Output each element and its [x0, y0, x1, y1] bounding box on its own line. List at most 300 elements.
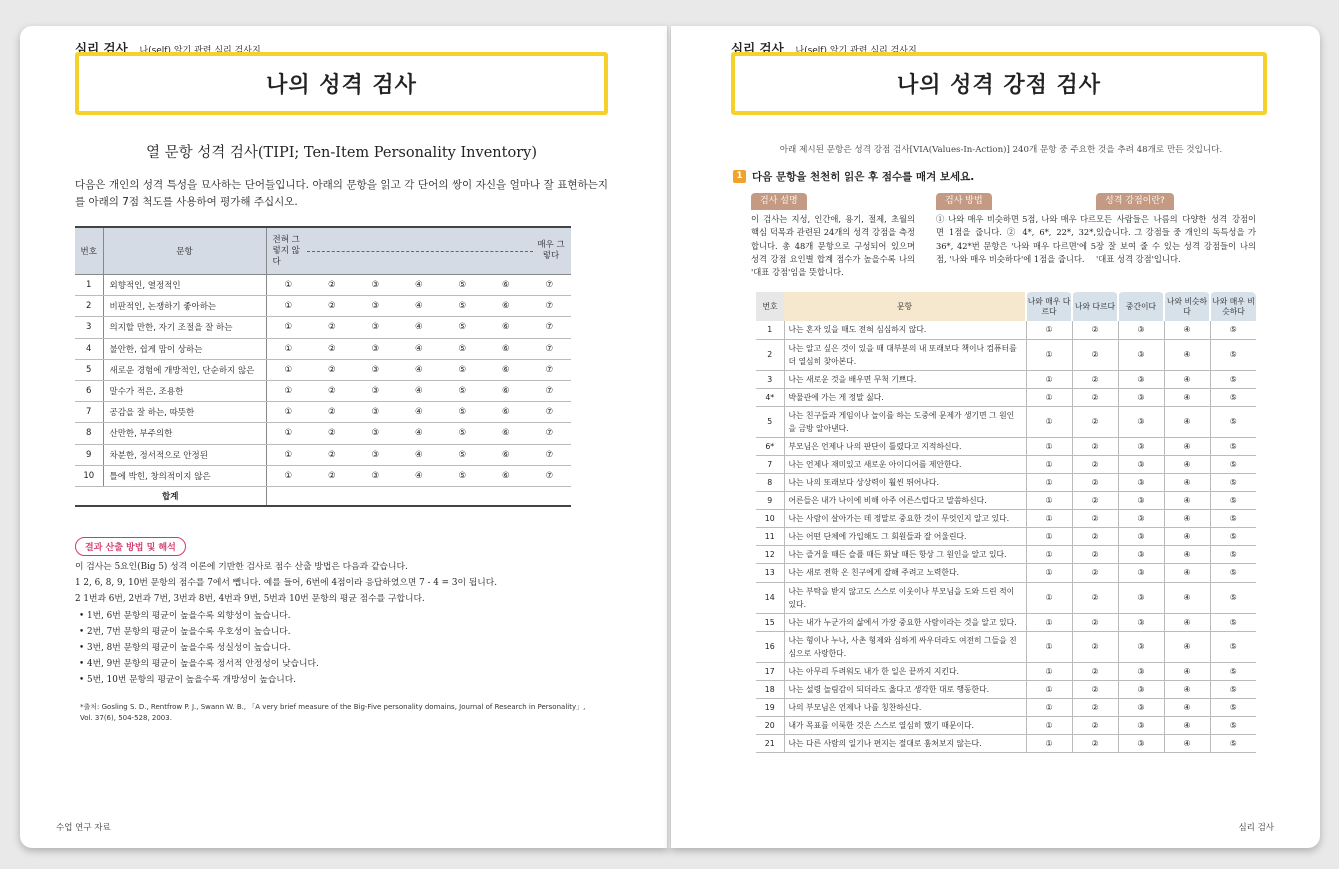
- tipi-subtitle: 열 문항 성격 검사(TIPI; Ten-Item Personality Inventory): [146, 145, 537, 161]
- tipi-option[interactable]: ⑤: [458, 301, 467, 312]
- tipi-option[interactable]: ⑦: [545, 386, 554, 397]
- via-option[interactable]: ①: [1026, 406, 1072, 437]
- via-header-option: 중간이다: [1118, 292, 1164, 321]
- via-row-item: 나는 나의 또래보다 상상력이 훨씬 뛰어나다.: [784, 473, 1026, 491]
- via-row: [756, 406, 1256, 437]
- tipi-option[interactable]: ②: [327, 343, 336, 354]
- via-row-item: 나는 혼자 있을 때도 전혀 심심하지 않다.: [784, 321, 1026, 339]
- info-tag: 검사 설명: [751, 193, 807, 210]
- right-title: 나의 성격 강점 검사: [731, 52, 1267, 115]
- tipi-option[interactable]: ⑤: [458, 407, 467, 418]
- right-category-sub: _ 나(self) 알기 관련 심리 검사지: [788, 46, 917, 56]
- via-option[interactable]: ③: [1118, 613, 1164, 631]
- via-row: [756, 370, 1256, 388]
- tipi-row-num: 4: [75, 338, 103, 359]
- via-row-num: 19: [756, 698, 784, 716]
- via-option[interactable]: ②: [1072, 406, 1118, 437]
- via-option[interactable]: ①: [1026, 388, 1072, 406]
- tipi-option[interactable]: ②: [327, 386, 336, 397]
- via-option[interactable]: ③: [1118, 321, 1164, 339]
- via-option[interactable]: ①: [1026, 339, 1072, 370]
- via-option[interactable]: ③: [1118, 510, 1164, 528]
- via-option[interactable]: ④: [1164, 321, 1210, 339]
- tipi-option[interactable]: ③: [371, 470, 380, 481]
- tipi-option[interactable]: ⑦: [545, 322, 554, 333]
- via-option[interactable]: ③: [1118, 698, 1164, 716]
- via-option[interactable]: ⑤: [1210, 613, 1256, 631]
- tipi-row-options: [266, 359, 571, 380]
- via-row: [756, 698, 1256, 716]
- via-option[interactable]: ②: [1072, 735, 1118, 753]
- via-option[interactable]: ②: [1072, 370, 1118, 388]
- left-footer: 수업 연구 자료: [56, 823, 111, 833]
- tipi-scale-high: 매우 그렇다: [537, 240, 565, 261]
- via-option[interactable]: ①: [1026, 321, 1072, 339]
- via-row: [756, 631, 1256, 662]
- result-line: • 3번, 8번 문항의 평균이 높을수록 성실성이 높습니다.: [79, 643, 291, 654]
- via-row: [756, 473, 1256, 491]
- via-option[interactable]: ②: [1072, 662, 1118, 680]
- instruction: [733, 169, 974, 184]
- tipi-row: [75, 402, 571, 423]
- tipi-option[interactable]: ⑤: [458, 449, 467, 460]
- via-option[interactable]: ①: [1026, 437, 1072, 455]
- via-row-num: 7: [756, 455, 784, 473]
- via-option[interactable]: ③: [1118, 455, 1164, 473]
- via-row-num: 9: [756, 492, 784, 510]
- instruction-number: 1: [733, 170, 746, 183]
- via-option[interactable]: ①: [1026, 528, 1072, 546]
- via-option[interactable]: ⑤: [1210, 437, 1256, 455]
- via-row: [756, 388, 1256, 406]
- left-page: [20, 26, 668, 848]
- tipi-option[interactable]: ⑥: [501, 322, 510, 333]
- footnote: *출처: Gosling S. D., Rentfrow P. J., Swann W. B., 「A very brief measure of the Big-Five personality domains, Journal of Research in Personality」, Vol. 37(6), 504-528, 2003.: [80, 703, 586, 722]
- via-row: [756, 492, 1256, 510]
- tipi-option[interactable]: ⑦: [545, 449, 554, 460]
- via-row-num: 17: [756, 662, 784, 680]
- tipi-row-options: [266, 402, 571, 423]
- via-option[interactable]: ①: [1026, 631, 1072, 662]
- tipi-option[interactable]: ⑥: [501, 428, 510, 439]
- via-option[interactable]: ⑤: [1210, 473, 1256, 491]
- tipi-row: [75, 296, 571, 317]
- via-option[interactable]: ⑤: [1210, 716, 1256, 734]
- via-option[interactable]: ⑤: [1210, 735, 1256, 753]
- result-label: 결과 산출 방법 및 해석: [75, 537, 186, 556]
- via-option[interactable]: ②: [1072, 388, 1118, 406]
- tipi-option[interactable]: ⑤: [458, 386, 467, 397]
- tipi-option[interactable]: ①: [284, 470, 293, 481]
- tipi-option[interactable]: ①: [284, 280, 293, 291]
- via-option[interactable]: ②: [1072, 698, 1118, 716]
- via-row: [756, 546, 1256, 564]
- tipi-option[interactable]: ⑥: [501, 449, 510, 460]
- tipi-option[interactable]: ⑦: [545, 470, 554, 481]
- tipi-total-label: 합계: [75, 486, 266, 506]
- via-option[interactable]: ⑤: [1210, 582, 1256, 613]
- via-option[interactable]: ③: [1118, 546, 1164, 564]
- tipi-option[interactable]: ④: [414, 407, 423, 418]
- via-row: [756, 613, 1256, 631]
- via-option[interactable]: ④: [1164, 662, 1210, 680]
- tipi-scale-divider: [307, 251, 534, 252]
- via-option[interactable]: ②: [1072, 321, 1118, 339]
- tipi-option[interactable]: ⑥: [501, 364, 510, 375]
- tipi-option[interactable]: ⑦: [545, 428, 554, 439]
- via-option[interactable]: ③: [1118, 528, 1164, 546]
- tipi-option[interactable]: ①: [284, 364, 293, 375]
- tipi-option[interactable]: ⑥: [501, 343, 510, 354]
- via-option[interactable]: ③: [1118, 735, 1164, 753]
- tipi-option[interactable]: ④: [414, 386, 423, 397]
- via-option[interactable]: ④: [1164, 339, 1210, 370]
- via-option[interactable]: ③: [1118, 582, 1164, 613]
- tipi-option[interactable]: ⑤: [458, 470, 467, 481]
- via-option[interactable]: ②: [1072, 582, 1118, 613]
- tipi-option[interactable]: ②: [327, 407, 336, 418]
- via-option[interactable]: ①: [1026, 370, 1072, 388]
- result-text: [75, 559, 615, 689]
- via-option[interactable]: ②: [1072, 528, 1118, 546]
- via-option[interactable]: ①: [1026, 510, 1072, 528]
- tipi-option[interactable]: ⑥: [501, 470, 510, 481]
- tipi-row: [75, 465, 571, 486]
- via-option[interactable]: ⑤: [1210, 564, 1256, 582]
- via-row-item: 나는 아무리 두려워도 내가 한 일은 끝까지 지킨다.: [784, 662, 1026, 680]
- via-option[interactable]: ④: [1164, 613, 1210, 631]
- tipi-option[interactable]: ③: [371, 428, 380, 439]
- via-option[interactable]: ①: [1026, 564, 1072, 582]
- left-category-sub: _ 나(self) 알기 관련 심리 검사지: [132, 46, 261, 56]
- tipi-total-value[interactable]: [266, 486, 571, 506]
- via-header-option: 나와 다르다: [1072, 292, 1118, 321]
- tipi-option[interactable]: ④: [414, 449, 423, 460]
- tipi-option[interactable]: ②: [327, 280, 336, 291]
- tipi-option[interactable]: ④: [414, 301, 423, 312]
- via-option[interactable]: ②: [1072, 510, 1118, 528]
- tipi-option[interactable]: ②: [327, 301, 336, 312]
- via-option[interactable]: ③: [1118, 406, 1164, 437]
- tipi-option[interactable]: ⑦: [545, 343, 554, 354]
- via-row-num: 1: [756, 321, 784, 339]
- via-option[interactable]: ①: [1026, 492, 1072, 510]
- result-line: • 5번, 10번 문항의 평균이 높을수록 개방성이 높습니다.: [79, 675, 297, 686]
- via-option[interactable]: ①: [1026, 455, 1072, 473]
- via-option[interactable]: ④: [1164, 406, 1210, 437]
- tipi-option[interactable]: ①: [284, 322, 293, 333]
- tipi-row-options: [266, 296, 571, 317]
- via-option[interactable]: ⑤: [1210, 510, 1256, 528]
- tipi-row-num: 1: [75, 275, 103, 296]
- info-text: 모든 사람들은 나름의 다양한 성격 강점이 있습니다. 그 강점들 중 개인의 독특성을 가장 잘 보여 줄 수 있는 성격 강점들이 나의 '대표 성격 강점'입니다.: [1096, 214, 1256, 264]
- via-row-item: 나는 부탁을 받지 않고도 스스로 이웃이나 부모님을 도와 드린 적이 있다.: [784, 582, 1026, 613]
- tipi-row-item: 말수가 적은, 조용한: [103, 380, 266, 401]
- tipi-option[interactable]: ④: [414, 322, 423, 333]
- via-option[interactable]: ①: [1026, 662, 1072, 680]
- via-row-item: 나는 사람이 살아가는 데 정말로 중요한 것이 무엇인지 알고 있다.: [784, 510, 1026, 528]
- via-option[interactable]: ④: [1164, 388, 1210, 406]
- tipi-option[interactable]: ⑥: [501, 407, 510, 418]
- via-option[interactable]: ②: [1072, 680, 1118, 698]
- via-row-item: 나는 어떤 단체에 가입해도 그 회원들과 잘 어울린다.: [784, 528, 1026, 546]
- tipi-option[interactable]: ①: [284, 301, 293, 312]
- via-option[interactable]: ①: [1026, 613, 1072, 631]
- via-row: [756, 582, 1256, 613]
- via-row-item: 나는 형이나 누나, 사촌 형제와 심하게 싸우더라도 여전히 그들을 진심으로 사랑한다.: [784, 631, 1026, 662]
- via-header-num: 번호: [756, 292, 784, 321]
- via-option[interactable]: ⑤: [1210, 370, 1256, 388]
- via-row-item: 나는 알고 싶은 것이 있을 때 대부분의 내 또래보다 책이나 컴퓨터를 더 열심히 찾아본다.: [784, 339, 1026, 370]
- via-row-num: 20: [756, 716, 784, 734]
- result-line: 1 2, 6, 8, 9, 10번 문항의 점수를 7에서 뺍니다. 예를 들어, 6번에 4점이라 응답하였으면 7 - 4 = 3이 됩니다.: [75, 578, 498, 589]
- via-option[interactable]: ④: [1164, 698, 1210, 716]
- tipi-option[interactable]: ④: [414, 280, 423, 291]
- tipi-row-item: 불안한, 쉽게 맘이 상하는: [103, 338, 266, 359]
- tipi-option[interactable]: ①: [284, 407, 293, 418]
- via-option[interactable]: ③: [1118, 492, 1164, 510]
- via-option[interactable]: ③: [1118, 716, 1164, 734]
- info-text: ① 나와 매우 비슷하면 5점, 나와 매우 다르면 1점을 줍니다. ② 4*, 6*, 22*, 32*, 36*, 42*번 문항은 '나와 매우 다르면'에 5점, '나와 매우 비슷하다'에 1점을 줍니다.: [936, 214, 1096, 264]
- via-option[interactable]: ②: [1072, 473, 1118, 491]
- via-option[interactable]: ⑤: [1210, 406, 1256, 437]
- via-option[interactable]: ④: [1164, 370, 1210, 388]
- via-row-num: 12: [756, 546, 784, 564]
- tipi-option[interactable]: ④: [414, 470, 423, 481]
- result-line: 2 1번과 6번, 2번과 7번, 3번과 8번, 4번과 9번, 5번과 10번 문항의 평균 점수를 구합니다.: [75, 594, 425, 605]
- via-header-option: 나와 매우 다르다: [1026, 292, 1072, 321]
- via-option[interactable]: ③: [1118, 339, 1164, 370]
- tipi-option[interactable]: ③: [371, 322, 380, 333]
- tipi-option[interactable]: ⑤: [458, 428, 467, 439]
- via-option[interactable]: ⑤: [1210, 546, 1256, 564]
- via-option[interactable]: ②: [1072, 339, 1118, 370]
- via-option[interactable]: ①: [1026, 680, 1072, 698]
- via-row-num: 10: [756, 510, 784, 528]
- tipi-option[interactable]: ②: [327, 449, 336, 460]
- tipi-row-item: 비판적인, 논쟁하기 좋아하는: [103, 296, 266, 317]
- tipi-option[interactable]: ⑦: [545, 301, 554, 312]
- via-row-item: 박물관에 가는 게 정말 싫다.: [784, 388, 1026, 406]
- via-option[interactable]: ②: [1072, 437, 1118, 455]
- via-row-num: 16: [756, 631, 784, 662]
- via-header-item: 문항: [784, 292, 1026, 321]
- tipi-option[interactable]: ①: [284, 449, 293, 460]
- left-category-label: 심리 검사: [75, 41, 128, 56]
- result-line: • 1번, 6번 문항의 평균이 높을수록 외향성이 높습니다.: [79, 610, 291, 621]
- via-option[interactable]: ⑤: [1210, 680, 1256, 698]
- via-row-item: 나는 내가 누군가의 삶에서 가장 중요한 사람이라는 것을 알고 있다.: [784, 613, 1026, 631]
- via-option[interactable]: ②: [1072, 716, 1118, 734]
- tipi-option[interactable]: ①: [284, 428, 293, 439]
- via-option[interactable]: ④: [1164, 716, 1210, 734]
- via-option[interactable]: ①: [1026, 582, 1072, 613]
- via-option[interactable]: ④: [1164, 455, 1210, 473]
- via-option[interactable]: ②: [1072, 455, 1118, 473]
- via-option[interactable]: ②: [1072, 546, 1118, 564]
- via-option[interactable]: ③: [1118, 680, 1164, 698]
- tipi-row: [75, 359, 571, 380]
- tipi-option[interactable]: ⑦: [545, 407, 554, 418]
- tipi-option[interactable]: ②: [327, 428, 336, 439]
- via-row-item: 나는 언제나 재미있고 새로운 아이디어를 제안한다.: [784, 455, 1026, 473]
- via-option[interactable]: ③: [1118, 564, 1164, 582]
- tipi-option[interactable]: ③: [371, 301, 380, 312]
- tipi-option[interactable]: ④: [414, 364, 423, 375]
- tipi-row-num: 2: [75, 296, 103, 317]
- tipi-option[interactable]: ⑦: [545, 364, 554, 375]
- tipi-option[interactable]: ③: [371, 449, 380, 460]
- tipi-option[interactable]: ②: [327, 470, 336, 481]
- instruction-text: 다음 문항을 천천히 읽은 후 점수를 매겨 보세요.: [752, 171, 975, 183]
- tipi-row: [75, 275, 571, 296]
- tipi-row-item: 틀에 박힌, 창의적이지 않은: [103, 465, 266, 486]
- tipi-row: [75, 423, 571, 444]
- tipi-option[interactable]: ⑤: [458, 322, 467, 333]
- via-option[interactable]: ⑤: [1210, 339, 1256, 370]
- via-option[interactable]: ④: [1164, 437, 1210, 455]
- tipi-option[interactable]: ②: [327, 364, 336, 375]
- via-option[interactable]: ③: [1118, 370, 1164, 388]
- via-row-item: 내가 목표를 이룩한 것은 스스로 열심히 했기 때문이다.: [784, 716, 1026, 734]
- tipi-row: [75, 317, 571, 338]
- tipi-option[interactable]: ④: [414, 343, 423, 354]
- via-option[interactable]: ③: [1118, 473, 1164, 491]
- via-row: [756, 564, 1256, 582]
- via-row: [756, 680, 1256, 698]
- tipi-row-options: [266, 338, 571, 359]
- tipi-row-num: 3: [75, 317, 103, 338]
- tipi-option[interactable]: ⑤: [458, 280, 467, 291]
- right-page: [671, 26, 1320, 848]
- via-option[interactable]: ②: [1072, 631, 1118, 662]
- via-option[interactable]: ⑤: [1210, 631, 1256, 662]
- via-option[interactable]: ③: [1118, 631, 1164, 662]
- via-option[interactable]: ⑤: [1210, 698, 1256, 716]
- via-option[interactable]: ④: [1164, 473, 1210, 491]
- tipi-option[interactable]: ③: [371, 280, 380, 291]
- tipi-row-item: 산만한, 부주의한: [103, 423, 266, 444]
- result-line: • 4번, 9번 문항의 평균이 높을수록 정서적 안정성이 낮습니다.: [79, 659, 319, 670]
- tipi-row-options: [266, 317, 571, 338]
- via-row-num: 8: [756, 473, 784, 491]
- via-option[interactable]: ①: [1026, 473, 1072, 491]
- via-row-item: 나는 즐거울 때든 슬플 때든 화날 때든 항상 그 원인을 알고 있다.: [784, 546, 1026, 564]
- via-table: [756, 292, 1256, 753]
- via-option[interactable]: ④: [1164, 510, 1210, 528]
- via-option[interactable]: ⑤: [1210, 455, 1256, 473]
- via-option[interactable]: ④: [1164, 631, 1210, 662]
- via-option[interactable]: ①: [1026, 698, 1072, 716]
- via-option[interactable]: ②: [1072, 564, 1118, 582]
- via-option[interactable]: ⑤: [1210, 528, 1256, 546]
- via-row-item: 나는 친구들과 게임이나 놀이를 하는 도중에 문제가 생기면 그 원인을 금방 알아낸다.: [784, 406, 1026, 437]
- tipi-option[interactable]: ⑥: [501, 386, 510, 397]
- tipi-option[interactable]: ⑥: [501, 280, 510, 291]
- via-row: [756, 321, 1256, 339]
- tipi-row-options: [266, 444, 571, 465]
- via-option[interactable]: ③: [1118, 437, 1164, 455]
- via-option[interactable]: ②: [1072, 492, 1118, 510]
- info-strength: [1096, 193, 1256, 266]
- via-row-item: 나는 새로 전학 온 친구에게 잘해 주려고 노력한다.: [784, 564, 1026, 582]
- via-option[interactable]: ④: [1164, 492, 1210, 510]
- via-option[interactable]: ⑤: [1210, 492, 1256, 510]
- info-tag: 성격 강점이란?: [1096, 193, 1174, 210]
- via-option[interactable]: ④: [1164, 680, 1210, 698]
- via-row-item: 어른들은 내가 나이에 비해 아주 어른스럽다고 말씀하신다.: [784, 492, 1026, 510]
- tipi-row: [75, 380, 571, 401]
- tipi-option[interactable]: ②: [327, 322, 336, 333]
- tipi-table: [75, 226, 571, 507]
- via-option[interactable]: ③: [1118, 388, 1164, 406]
- via-row-num: 14: [756, 582, 784, 613]
- tipi-option[interactable]: ⑤: [458, 364, 467, 375]
- via-option[interactable]: ④: [1164, 564, 1210, 582]
- via-option[interactable]: ①: [1026, 546, 1072, 564]
- via-row: [756, 735, 1256, 753]
- tipi-row-item: 새로운 경험에 개방적인, 단순하지 않은: [103, 359, 266, 380]
- via-option[interactable]: ⑤: [1210, 321, 1256, 339]
- tipi-option[interactable]: ⑤: [458, 343, 467, 354]
- via-header-option: 나와 비슷하다: [1164, 292, 1210, 321]
- via-option[interactable]: ①: [1026, 716, 1072, 734]
- via-option[interactable]: ②: [1072, 613, 1118, 631]
- tipi-row-num: 7: [75, 402, 103, 423]
- via-row-item: 나는 새로운 것을 배우면 무척 기쁘다.: [784, 370, 1026, 388]
- via-row: [756, 510, 1256, 528]
- via-row-item: 나는 설령 놀림감이 되더라도 옳다고 생각한 대로 행동한다.: [784, 680, 1026, 698]
- via-option[interactable]: ④: [1164, 735, 1210, 753]
- via-option[interactable]: ⑤: [1210, 662, 1256, 680]
- tipi-option[interactable]: ③: [371, 343, 380, 354]
- via-row-num: 5: [756, 406, 784, 437]
- tipi-option[interactable]: ③: [371, 386, 380, 397]
- tipi-header-num: 번호: [75, 227, 103, 275]
- via-row-item: 나의 부모님은 언제나 나를 칭찬하신다.: [784, 698, 1026, 716]
- tipi-option[interactable]: ③: [371, 364, 380, 375]
- tipi-option[interactable]: ①: [284, 386, 293, 397]
- via-option[interactable]: ④: [1164, 582, 1210, 613]
- via-option[interactable]: ③: [1118, 662, 1164, 680]
- via-option[interactable]: ⑤: [1210, 388, 1256, 406]
- via-row-num: 11: [756, 528, 784, 546]
- info-description: [751, 193, 915, 279]
- via-header-option: 나와 매우 비슷하다: [1210, 292, 1256, 321]
- right-category-label: 심리 검사: [731, 41, 784, 56]
- info-text: 이 검사는 지성, 인간애, 용기, 절제, 초월의 핵심 덕목과 관련된 24개의 성격 강점을 측정합니다. 총 48개 문항으로 구성되어 있으며 성격 강점 요인별 합계 점수가 높을수록 나의 '대표 강점'임을 뜻합니다.: [751, 214, 915, 278]
- via-option[interactable]: ④: [1164, 528, 1210, 546]
- tipi-option[interactable]: ⑥: [501, 301, 510, 312]
- tipi-option[interactable]: ①: [284, 343, 293, 354]
- tipi-row-options: [266, 380, 571, 401]
- via-row-num: 3: [756, 370, 784, 388]
- via-option[interactable]: ④: [1164, 546, 1210, 564]
- via-row-num: 18: [756, 680, 784, 698]
- result-line: • 2번, 7번 문항의 평균이 높을수록 우호성이 높습니다.: [79, 626, 291, 637]
- tipi-option[interactable]: ④: [414, 428, 423, 439]
- tipi-option[interactable]: ⑦: [545, 280, 554, 291]
- tipi-scale-low: 전혀 그렇지 않다: [272, 234, 300, 267]
- via-row: [756, 455, 1256, 473]
- tipi-option[interactable]: ③: [371, 407, 380, 418]
- via-row-num: 21: [756, 735, 784, 753]
- via-row-num: 4*: [756, 388, 784, 406]
- via-row-item: 부모님은 언제나 나의 판단이 틀렸다고 지적하신다.: [784, 437, 1026, 455]
- tipi-row-item: 의지할 만한, 자기 조절을 잘 하는: [103, 317, 266, 338]
- via-option[interactable]: ①: [1026, 735, 1072, 753]
- tipi-row-item: 공감을 잘 하는, 따뜻한: [103, 402, 266, 423]
